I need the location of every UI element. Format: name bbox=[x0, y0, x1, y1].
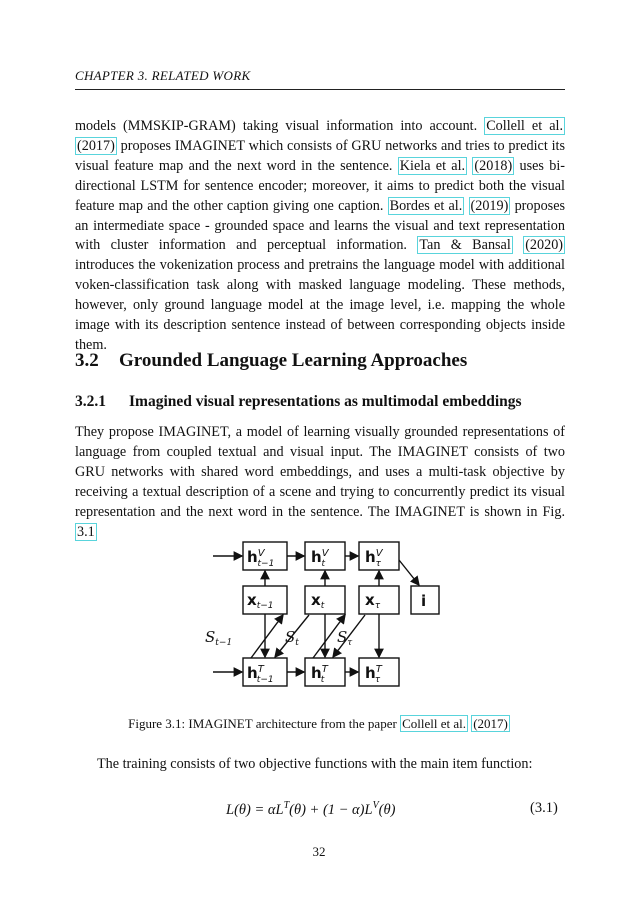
label-s-tau: $S_\tau$ bbox=[337, 628, 353, 648]
citation-bordes-year[interactable]: (2019) bbox=[470, 197, 509, 214]
citation-tan-year[interactable]: (2020) bbox=[525, 237, 564, 254]
label-hv-t-1: $h^V$ t−1 bbox=[247, 548, 275, 569]
text: uses bi-directional LSTM for sentence encoder; moreover, it aims to predict both the visual feature map and the other caption giving one caption. bbox=[75, 157, 566, 214]
section-number: 3.2 bbox=[75, 350, 99, 371]
figure-caption bbox=[0, 716, 638, 732]
text bbox=[464, 198, 468, 214]
text: proposes an intermediate space - grounded space and learns the visual and text representation with cluster information and perceptual information. bbox=[75, 197, 566, 254]
paragraph-imaginet bbox=[75, 423, 565, 542]
text: They propose IMAGINET, a model of learning visually grounded representations of language from coupled textual and visual input. The IMAGINET consists of two GRU networks with shared word embeddings, and uses a multi-task objective by receiving a textual description of a scene and trying to concurrently predict its visual representation and the next word in the sentence. The IMAGINET is shown in Fig. bbox=[75, 424, 565, 520]
label-hv-tau: $h^V$ τ bbox=[365, 548, 383, 569]
label-ht-t: $h^T$ t bbox=[311, 664, 328, 685]
paragraph-training: The training consists of two objective functions with the main item function: bbox=[97, 756, 533, 772]
imaginet-architecture-figure bbox=[205, 538, 447, 696]
label-hv-t: $h^V$ t bbox=[311, 548, 329, 569]
citation-collell-year[interactable]: (2017) bbox=[77, 137, 115, 154]
label-s-t-1: $S_{t-1}$ bbox=[205, 628, 233, 648]
text: introduces the vokenization process and pretrains the language model with additional voken-classification task along with masked language modeling. These methods, however, only ground language model at the image level, i.e. mapping the whole image with its description sentence instead of between corresponding objects inside them. bbox=[75, 257, 565, 353]
label-ht-t-1: $h^T$ t−1 bbox=[247, 664, 274, 685]
label-x-tau: $x_\tau$ bbox=[365, 591, 381, 611]
text: models (MMSKIP-GRAM) taking visual information into account. bbox=[75, 118, 485, 134]
text bbox=[513, 237, 523, 253]
eq-part: (θ) + (1 − α)L bbox=[289, 801, 373, 818]
equation-3-1 bbox=[226, 800, 395, 819]
eq-part: (θ) bbox=[378, 801, 396, 818]
citation-tan-author[interactable]: Tan & Bansal bbox=[419, 237, 511, 254]
citation-kiela-year[interactable]: (2018) bbox=[474, 157, 513, 174]
citation-kiela-author[interactable]: Kiela et al. bbox=[399, 157, 466, 174]
eq-sup: V bbox=[372, 800, 379, 811]
equation-number: (3.1) bbox=[530, 800, 558, 816]
text: proposes IMAGINET which consists of GRU networks and tries to predict its visual feature map and the next word in the sentence. bbox=[75, 137, 565, 174]
label-s-t: $S_t$ bbox=[285, 628, 299, 648]
citation-collell-author[interactable]: Collell et al. bbox=[486, 118, 563, 134]
header-rule bbox=[75, 89, 565, 90]
label-ht-tau: $h^T$ τ bbox=[365, 664, 382, 685]
running-header: CHAPTER 3. RELATED WORK bbox=[75, 68, 251, 83]
citation-collell-author[interactable]: Collell et al. bbox=[402, 716, 466, 731]
subsection-heading bbox=[75, 393, 522, 411]
label-image: i bbox=[421, 592, 427, 610]
figure-reference-link[interactable]: 3.1 bbox=[77, 523, 95, 540]
eq-sup: T bbox=[283, 800, 290, 811]
label-x-t-1: $x_{t-1}$ bbox=[247, 591, 274, 611]
eq-part: L(θ) = αL bbox=[226, 801, 284, 818]
citation-collell-year[interactable]: (2017) bbox=[473, 716, 508, 731]
section-title: Grounded Language Learning Approaches bbox=[119, 350, 468, 371]
page-number: 32 bbox=[312, 844, 326, 859]
section-heading bbox=[75, 350, 467, 372]
citation-bordes-author[interactable]: Bordes et al. bbox=[389, 197, 463, 214]
subsection-number: 3.2.1 bbox=[75, 393, 106, 410]
text: Figure 3.1: IMAGINET architecture from the paper bbox=[128, 716, 401, 731]
subsection-title: Imagined visual representations as multimodal embeddings bbox=[129, 393, 522, 410]
paragraph-related-work bbox=[75, 117, 565, 356]
label-x-t: $x_t$ bbox=[311, 591, 325, 611]
